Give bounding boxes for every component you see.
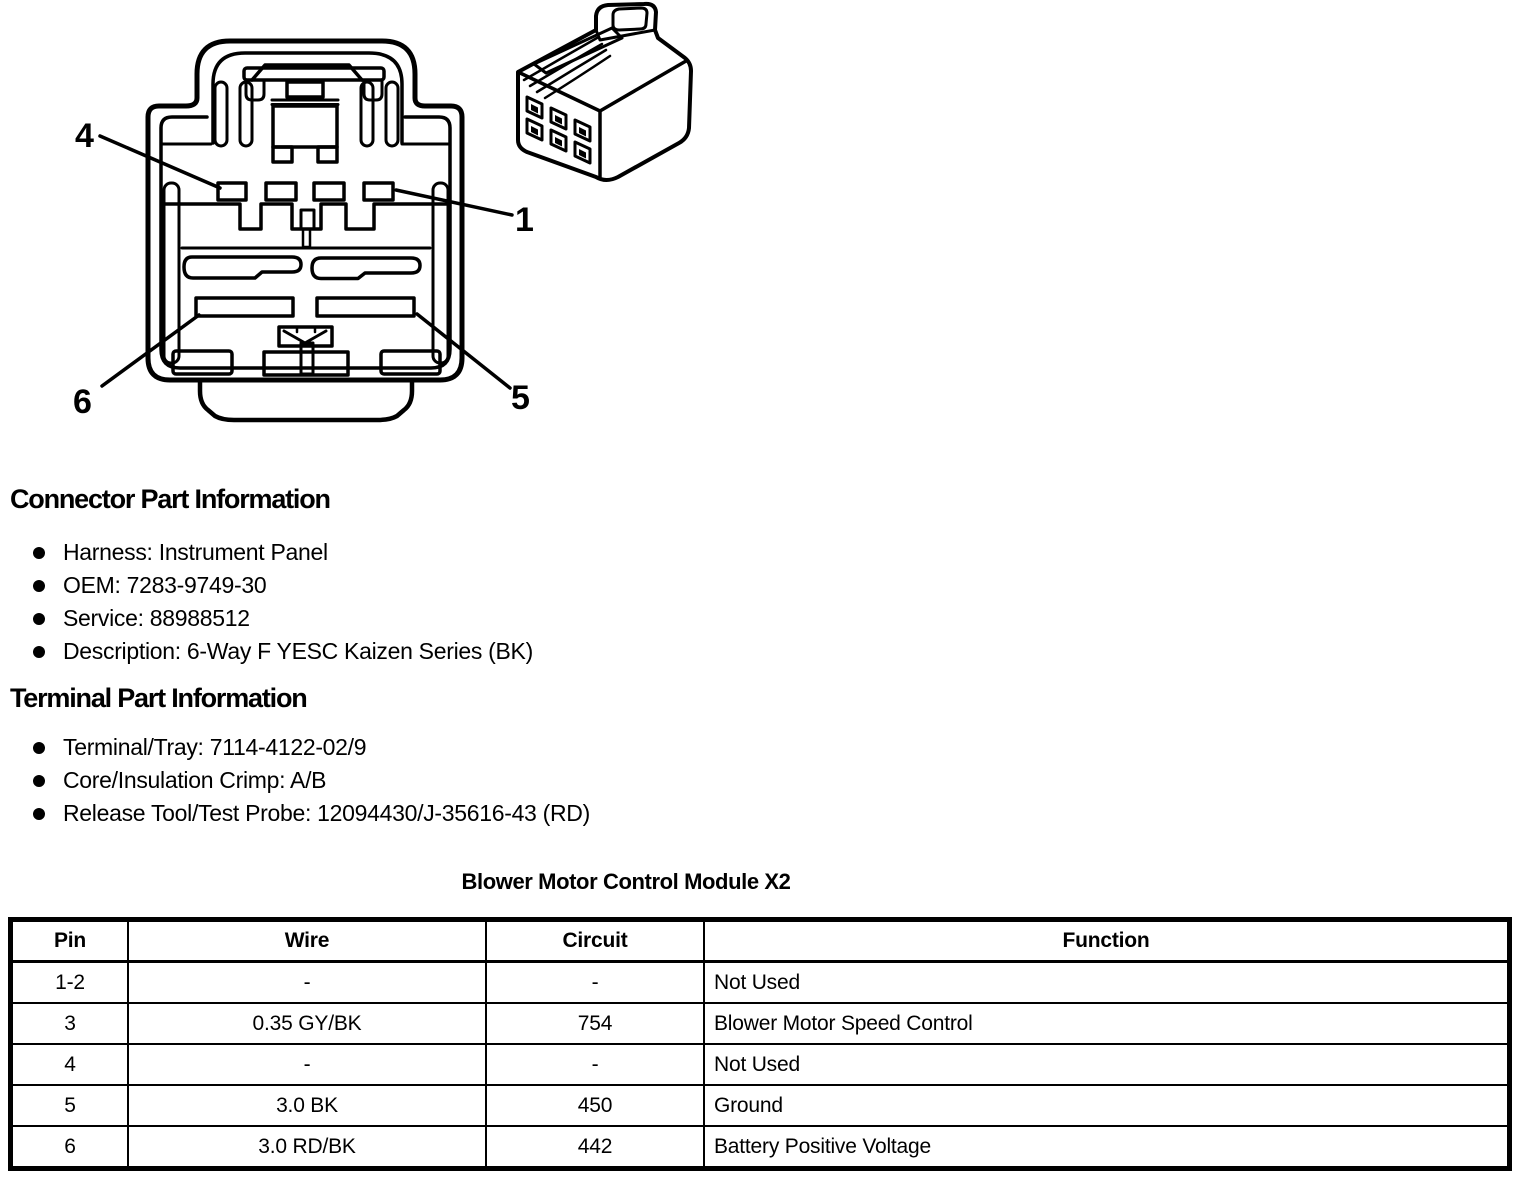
- list-item: [33, 764, 590, 797]
- column-header-circuit: Circuit: [485, 922, 703, 960]
- list-item: [33, 569, 533, 602]
- connector-section-heading: Connector Part Information: [10, 484, 330, 514]
- pin-cell: 5: [64, 1093, 76, 1117]
- bullet-icon: [33, 547, 45, 559]
- list-item-text: Service: 88988512: [63, 605, 250, 631]
- function-cell: Ground: [703, 1086, 1507, 1125]
- list-item: [33, 536, 533, 569]
- callout-label-5: 5: [511, 379, 530, 417]
- bullet-icon: [33, 775, 45, 787]
- list-item-text: OEM: 7283-9749-30: [63, 572, 267, 598]
- list-item-text: Core/Insulation Crimp: A/B: [63, 767, 327, 793]
- terminal-section-heading: Terminal Part Information: [10, 683, 307, 713]
- wire-cell: -: [127, 1045, 485, 1084]
- circuit-cell: 450: [485, 1086, 703, 1125]
- function-cell: Not Used: [703, 963, 1507, 1002]
- column-header-pin: Pin: [53, 929, 87, 952]
- pin-cell: 1-2: [55, 970, 85, 994]
- wire-cell: -: [127, 963, 485, 1002]
- pin-cell: 4: [64, 1052, 76, 1076]
- table-header-row: [13, 922, 1507, 963]
- list-item: [33, 731, 590, 764]
- list-item-text: Description: 6-Way F YESC Kaizen Series (BK): [63, 638, 533, 664]
- connector-3d-view: [518, 4, 691, 180]
- circuit-cell: -: [485, 963, 703, 1002]
- function-cell: Blower Motor Speed Control: [703, 1004, 1507, 1043]
- function-cell: Not Used: [703, 1045, 1507, 1084]
- bullet-icon: [33, 646, 45, 658]
- list-item: [33, 797, 590, 830]
- table-row: [13, 1127, 1507, 1166]
- column-header-function: Function: [703, 922, 1507, 960]
- list-item-text: Harness: Instrument Panel: [63, 539, 328, 565]
- wire-cell: 0.35 GY/BK: [127, 1004, 485, 1043]
- list-item-text: Terminal/Tray: 7114-4122-02/9: [63, 734, 367, 760]
- table-row: [13, 1004, 1507, 1045]
- pinout-table: [8, 917, 1512, 1171]
- bullet-icon: [33, 613, 45, 625]
- table-row: [13, 1045, 1507, 1086]
- pin-cell: 3: [64, 1011, 76, 1035]
- function-cell: Battery Positive Voltage: [703, 1127, 1507, 1166]
- callout-label-6: 6: [73, 383, 92, 421]
- column-header-wire: Wire: [127, 922, 485, 960]
- pin-cell: 6: [64, 1134, 76, 1158]
- list-item: [33, 635, 533, 668]
- table-row: [13, 1086, 1507, 1127]
- table-title: Blower Motor Control Module X2: [461, 869, 791, 894]
- circuit-cell: 442: [485, 1127, 703, 1166]
- wire-cell: 3.0 BK: [127, 1086, 485, 1125]
- terminal-info-list: [33, 731, 590, 830]
- bullet-icon: [33, 580, 45, 592]
- circuit-cell: 754: [485, 1004, 703, 1043]
- table-row: [13, 963, 1507, 1004]
- connector-info-list: [33, 536, 533, 668]
- list-item-text: Release Tool/Test Probe: 12094430/J-35616-43 (RD): [63, 800, 590, 826]
- connector-diagram: [0, 0, 760, 460]
- bullet-icon: [33, 808, 45, 820]
- connector-front-view: [148, 41, 462, 420]
- circuit-cell: -: [485, 1045, 703, 1084]
- bullet-icon: [33, 742, 45, 754]
- wire-cell: 3.0 RD/BK: [127, 1127, 485, 1166]
- list-item: [33, 602, 533, 635]
- callout-label-4: 4: [75, 117, 94, 155]
- callout-label-1: 1: [515, 201, 534, 239]
- connector-foot: [200, 378, 412, 420]
